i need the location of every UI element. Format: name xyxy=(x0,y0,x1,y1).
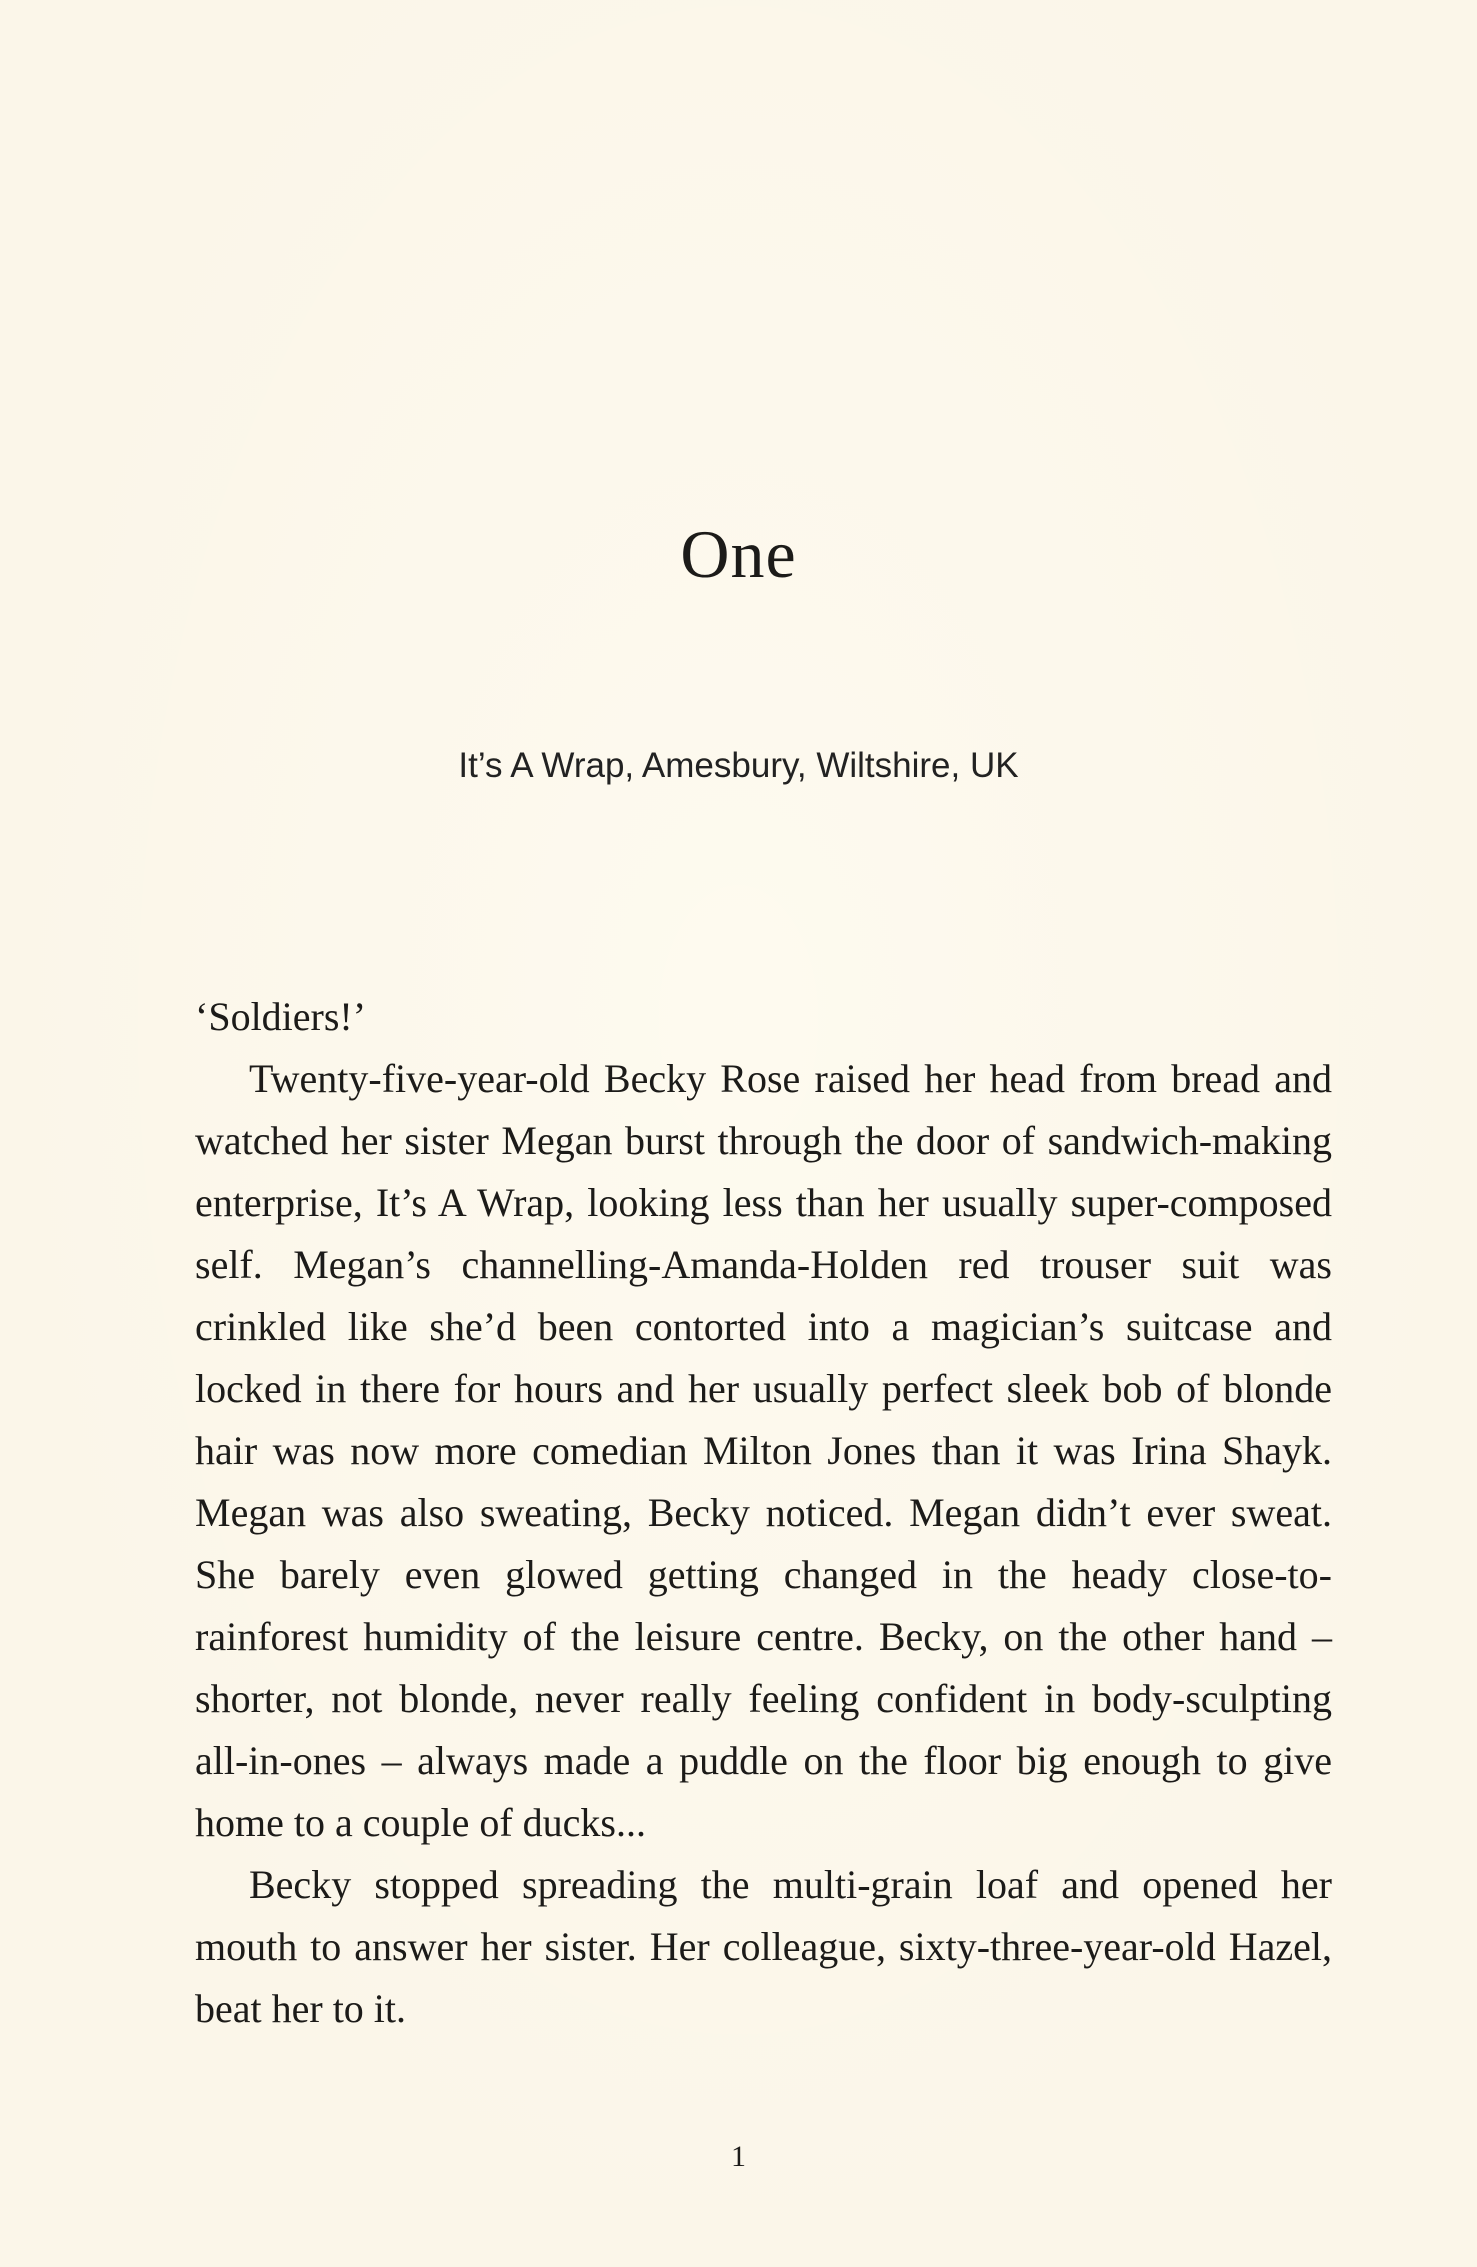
chapter-location: It’s A Wrap, Amesbury, Wiltshire, UK xyxy=(458,746,1019,785)
body-text xyxy=(195,986,1332,2040)
chapter-title: One xyxy=(680,516,797,592)
page-number: 1 xyxy=(731,2140,746,2173)
paragraph-hazel: Becky stopped spreading the multi-grain loaf and opened her mouth to answer her sister. Her colleague, sixty-three-year-old Hazel, beat her to it. xyxy=(195,1862,1332,2031)
paragraph-becky-rose: Twenty-five-year-old Becky Rose raised her head from bread and watched her sister Megan burst through the door of sandwich-making enterprise, It’s A Wrap, looking less than her usually super-composed self. Megan’s channelling-Amanda-Holden red trouser suit was crinkled like she’d been contorted into a magician’s suitcase and locked in there for hours and her usually perfect sleek bob of blonde hair was now more comedian Milton Jones than it was Irina Shayk. Megan was also sweating, Becky noticed. Megan didn’t ever sweat. She barely even glowed getting changed in the heady close-to-rainforest humidity of the leisure centre. Becky, on the other hand – shorter, not blonde, never really feeling confident in body-sculpting all-in-ones – always made a puddle on the floor big enough to give home to a couple of ducks... xyxy=(195,1056,1332,1845)
paragraph-soldiers: ‘Soldiers!’ xyxy=(195,994,367,1039)
